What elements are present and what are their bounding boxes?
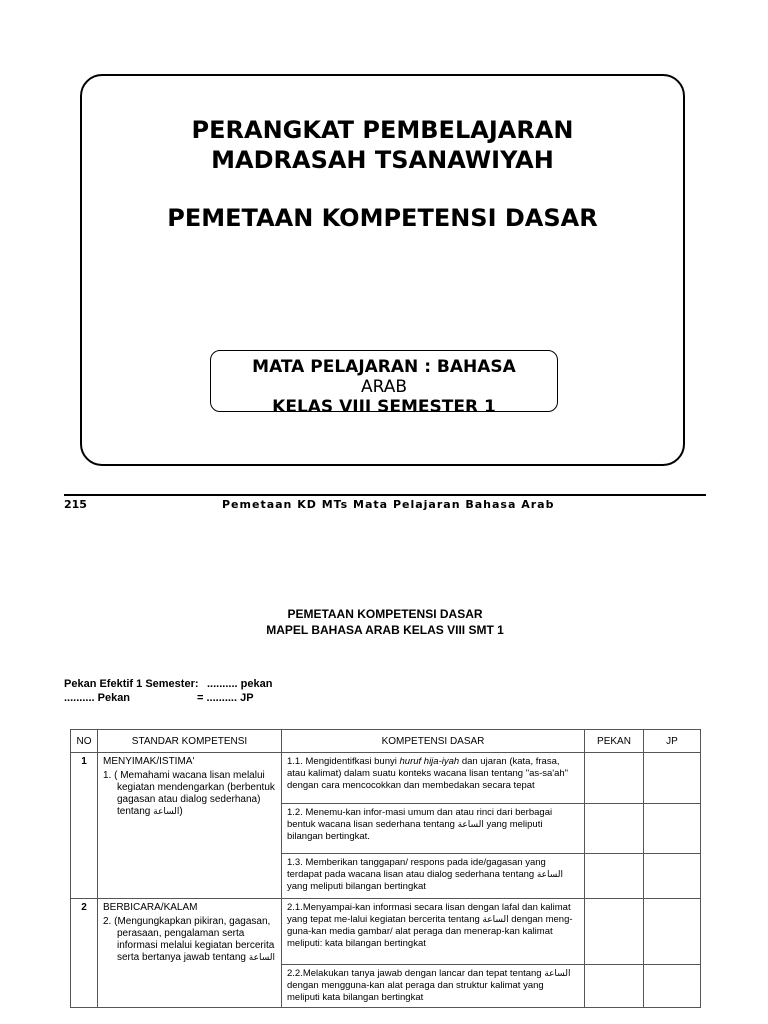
document-title-line2: MAPEL BAHASA ARAB KELAS VIII SMT 1 [266,623,504,637]
header-pekan: PEKAN [585,730,644,753]
kd-italic-term: huruf hija-iyah [399,756,460,767]
footer-rule [64,494,706,496]
kd-cell [282,965,585,1008]
subject-line3: KELAS VIII SEMESTER 1 [272,397,496,417]
table-row [71,899,701,965]
sk-arabic-term: الساعة [248,953,275,963]
kd-arabic-term: الساعة [482,915,509,925]
table-row [71,753,701,804]
document-title-line1: PEMETAAN KOMPETENSI DASAR [287,607,483,621]
cover-title-line3: PEMETAAN KOMPETENSI DASAR [167,204,598,232]
pekan-efektif-label: Pekan Efektif 1 Semester: [64,678,199,690]
sk-text [103,770,276,818]
kd-text-tail: yang meliputi bilangan bertingkat [287,881,426,892]
jp-cell [644,804,701,854]
table-header-row [71,730,701,753]
standar-kompetensi-cell [98,753,282,899]
kd-arabic-term: الساعة [536,870,564,880]
header-jp: JP [644,730,701,753]
footer-text: Pemetaan KD MTs Mata Pelajaran Bahasa Arab [222,498,555,511]
header-no: NO [71,730,98,753]
kd-cell [282,899,585,965]
kd-number: 1.2. [287,807,303,818]
pekan-jp-line [64,692,254,704]
pekan-cell [585,854,644,899]
sk-body-text: 1. ( Memahami wacana lisan melalui kegiatan mendengarkan (berbentuk gagasan atau dialog sederhana) tentang [103,770,275,817]
header-kompetensi-dasar: KOMPETENSI DASAR [282,730,585,753]
cover-title-line1: PERANGKAT PEMBELAJARAN [191,116,574,144]
pekan-cell [585,965,644,1008]
sk-arabic-term: الساعة [153,807,180,817]
pekan-cell [585,899,644,965]
kd-text-tail: dengan meng-guna-kan media gambar/ alat peraga dan menerap-kan kalimat meliputi: kata bilangan bertingkat [287,914,573,949]
pekan-jp-label: .......... Pekan [64,692,131,704]
pekan-cell [585,804,644,854]
pekan-jp-value: = .......... JP [197,692,254,704]
subject-line2: ARAB [360,377,408,397]
header-standar-kompetensi: STANDAR KOMPETENSI [98,730,282,753]
jp-cell [644,965,701,1008]
pekan-efektif-value: .......... pekan [207,678,273,690]
sk-heading: MENYIMAK/ISTIMA' [103,756,195,767]
page-number: 215 [64,498,87,511]
standar-kompetensi-cell [98,899,282,1008]
sk-tail: ) [179,806,183,817]
kd-number: 1.1. [287,756,303,767]
kd-text: Memberikan tanggapan/ respons pada ide/gagasan yang terdapat pada wacana lisan atau dialog sederhana tentang [287,857,546,880]
pekan-efektif-line [64,678,273,690]
kd-text: Menyampai-kan informasi secara lisan dengan lafal dan kalimat yang tepat me-lalui kegiatan bercerita tentang [287,902,571,925]
kd-number: 2.1. [287,902,303,913]
jp-cell [644,753,701,804]
kd-number: 2.2. [287,968,303,979]
subject-line1: MATA PELAJARAN : BAHASA [252,357,516,377]
jp-cell [644,854,701,899]
kd-number: 1.3. [287,857,303,868]
kd-arabic-term: الساعة [544,969,571,979]
kd-text-tail: yang meliputi bilangan bertingkat. [287,819,543,842]
kd-text: Mengidentifkasi bunyi [305,756,397,767]
kd-arabic-term: الساعة [457,820,484,830]
kd-cell [282,854,585,899]
kd-text: Menemu-kan infor-masi umum dan atau rinci dari berbagai bentuk wacana lisan sederhana tentang [287,807,553,830]
sk-body-text: 2. (Mengungkapkan pikiran, gagasan, perasaan, pengalaman serta informasi melalui kegiatan bercerita serta bertanya jawab tentang [103,916,275,963]
row-number: 2 [71,899,98,1008]
pekan-cell [585,753,644,804]
cover-title-line2: MADRASAH TSANAWIYAH [211,146,554,174]
sk-heading: BERBICARA/KALAM [103,902,198,913]
kd-cell [282,753,585,804]
kd-cell [282,804,585,854]
kd-mapping-table [70,729,701,1008]
kd-text: Melakukan tanya jawab dengan lancar dan tepat tentang [302,968,542,979]
sk-text [103,916,276,964]
kd-text-tail: dengan mengguna-kan alat peraga dan struktur kalimat yang meliputi kata bilangan bertingkat [287,980,544,1003]
kd-text-tail: dan ujaran (kata, frasa, atau kalimat) dalam suatu konteks wacana lisan tentang "as-sa'ah" dengan cara mencocokkan dan membedakan secara tepat [287,756,569,791]
jp-cell [644,899,701,965]
row-number: 1 [71,753,98,899]
